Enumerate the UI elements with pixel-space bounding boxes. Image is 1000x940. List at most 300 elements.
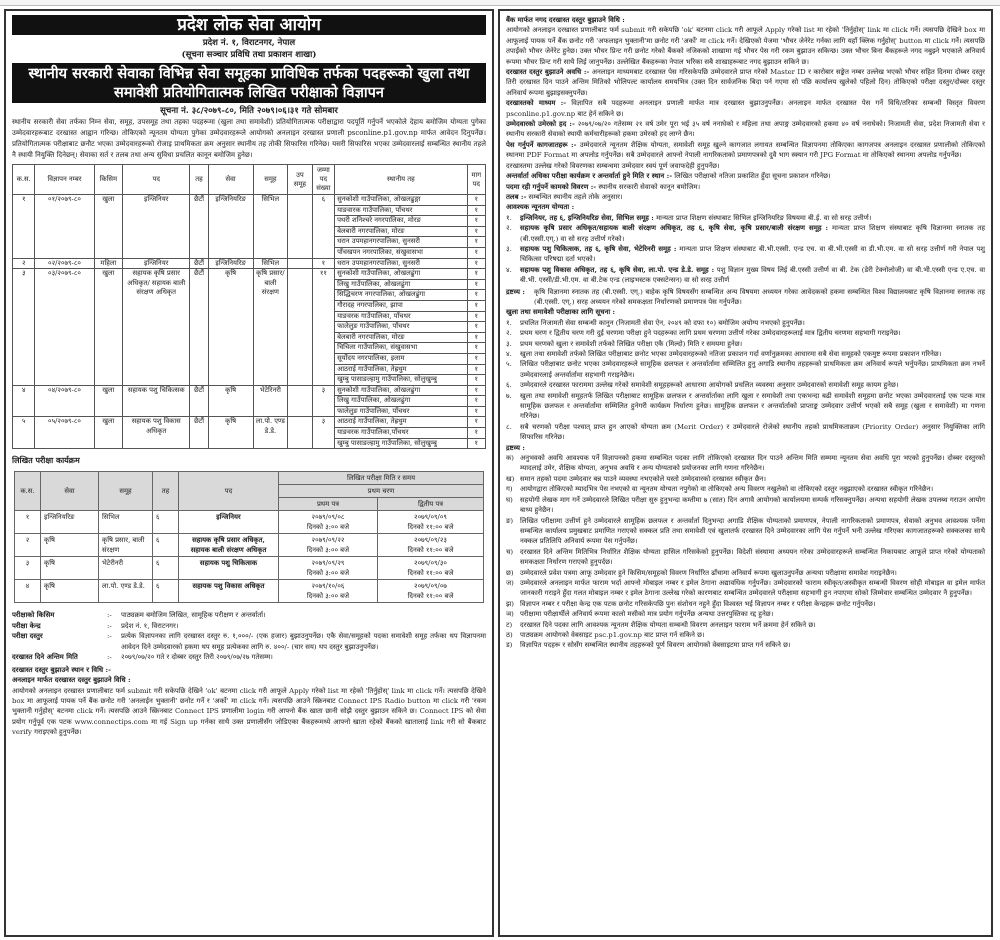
exam-info-key: परीक्षा केन्द्र [12, 621, 41, 630]
schedule-p1-time: दिनको ३:०० बजे [306, 546, 350, 555]
age-limit [506, 119, 985, 140]
exam-info-value: प्रदेश नं. १, विराटनगर। [121, 621, 179, 630]
demand-post-cell: १ [467, 385, 485, 396]
salary-label: तलब :- [506, 192, 527, 201]
local-level-cell: याङवरक गाउँपालिका, पाँचथर [335, 311, 468, 322]
vacancy-row [13, 269, 486, 280]
note-text: अनुभवको अवधि आवश्यक पर्ने विज्ञापनको हकमा सम्बन्धित पदका लागि तोकिएको दरखास्त दिन पाउने अन्तिम मिति सम्ममा न्यूनतम सेवा अवधि पूरा भएको हुनुपर्नेछ। दोब्बर दस्तुरको म्यादलाई उमेर, शैक्षिक योग्यता, अनुभव अवधि र अन्य योग्यताको प्रयोजनका लागि गणना गरिनेछैन। [520, 454, 985, 473]
open-inclusive-list [506, 318, 985, 443]
schedule-row [15, 580, 484, 603]
local-level-cell: सूर्योदय नगरपालिका, इलाम [335, 353, 468, 364]
note-item [506, 484, 985, 494]
schedule-p2-cell [377, 534, 483, 557]
advert-title-line1: स्थानीय सरकारी सेवाका विभिन्न सेवा समूहका प्राविधिक तर्फका पदहरूको खुला तथा [28, 65, 470, 82]
schedule-sn: २ [15, 534, 41, 557]
demand-post-cell: १ [467, 417, 485, 428]
age-text: २०७९/०७/२० गतेसम्म २१ वर्ष उमेर पूरा भई ३५ वर्ष ननाघेको र महिला तथा अपाङ्ग उम्मेदवारको हकमा ४० वर्ष ननाघेको। निजामती सेवा, प्रदेश निजामती सेवा र स्थानीय सरकारी सेवाको स्थायी कर्मचारीहरूको हकमा उमेरको हद लाग्ने छैन। [506, 120, 985, 139]
note-item [506, 620, 985, 630]
docs-text: उम्मेदवारले न्यूनतम शैक्षिक योग्यता, समावेशी समूह खुल्ने कागजात लगायत सम्बन्धित विज्ञापनमा तोकिएका कागजपत्र अनलाइन दरखास्त प्रणालीको तोकिएको स्थानमा PDF Format मा अपलोड गर्नुपर्नेछ। सबै उम्मेदवारले आफ्नो नेपाली नागरिकताको प्रमाणपत्रको दुवै भाग स्क्यान गरी JPG Format मा तोकिएको स्थानमा अपलोड गर्नुपर्नेछ। [506, 140, 985, 160]
note-letter: च) [506, 547, 514, 556]
interview-text: लिखित परीक्षाको नतिजा प्रकाशित हुँदा सूचना प्रकाशन गरिनेछ। [674, 172, 831, 181]
note-letter: घ) [506, 495, 513, 504]
open-inclusive-heading: खुला तथा समावेशी परीक्षाका लागि सूचना : [506, 308, 616, 317]
local-level-cell: पाँचखपन नगरपालिका, संखुवासभा [335, 247, 468, 258]
note-item [506, 599, 985, 609]
schedule-group: भेटेरीनरी [99, 557, 153, 580]
local-level-cell: याङवारक गाउँपालिका, पाँचथर [335, 205, 468, 216]
vacancy-header-cell: समूह [253, 165, 288, 195]
qualification-post: सहायक कृषि प्रसार अधिकृत/सहायक बाली संरक्षण अधिकृत, तह ६, कृषि सेवा, कृषि प्रसार/बाली संरक्षण समूह : [520, 224, 829, 233]
vacancy-header-cell: सेवा [208, 165, 253, 195]
schedule-p2-cell [377, 511, 483, 534]
online-fee-text: आयोगको अनलाइन दरखास्त प्रणालीबाट फर्म submit गरी सकेपछि देखिने 'ok' बटनमा click गरी आफूले Apply गरेको list मा रहेको 'तिर्नुहोस्' link मा click गर्ने। त्यसपछि देखिने box मा आफूलाई पायक पर्ने बैंक छनोट गरी 'अनलाईन भुक्तानी' छनोट गर्ने र 'अर्को' मा click गर्ने। त्यसपछि आउने स्क्रिनबाट Connect IPS Radio button मा click गरी 'रकम भुक्तानी गर्नुहोस्' बटनमा click गर्ने। त्यसपछि आउने स्क्रिनबाट Connect IPS प्रणालीमा login गरी आफ्नो बैंक खाता छानी सोझै दस्तुर बुझाउन सकिने छ। Connect IPS को सेवा प्रयोग गर्नुपूर्व एक पटक www.connectips.com मा गई Sign up गर्नका साथै उक्त प्रणालीसँग जोडिएका बैंकहरूमध्ये आफ्नो खाता रहेको बैंकको खातालाई link गरी सो बैंकबाट verify गराइएको हुनुपर्नेछ। [12, 686, 486, 737]
advert-title [12, 63, 486, 103]
vacancy-cell-service: कृषि [208, 269, 253, 386]
schedule-row [15, 534, 484, 557]
schedule-level: ६ [153, 580, 179, 603]
qualification-post: इन्जिनियर, तह ६, इन्जिनियरिङ सेवा, सिभिल समूह : [520, 213, 654, 222]
note-letter: छ) [506, 568, 514, 577]
schedule-post: सहायक कृषि प्रसार अधिकृत, सहायक बाली संरक्षण अधिकृत [179, 534, 279, 557]
vacancy-header-cell: माग पद [467, 165, 485, 195]
required-documents [506, 140, 985, 161]
schedule-p1-cell [279, 511, 378, 534]
medium-text: विज्ञापित सबै पदहरूमा अनलाइन प्रणाली मार्फत मात्र दरखास्त बुझाउनुपर्नेछ। अनलाइन मार्फत दरखास्त पेस गर्ने विधि/तरिका सम्बन्धी विस्तृत विवरण psconline.p1.gov.np बाट हेर्न सकिने छ। [506, 99, 985, 118]
schedule-p2-cell [377, 580, 483, 603]
fee-deadline [506, 67, 985, 98]
advert-title-line2: समावेशी प्रतियोगितात्मक लिखित परीक्षाको विज्ञापन [114, 84, 384, 101]
exam-info-list [6, 610, 492, 663]
interview-info [506, 171, 985, 181]
vacancy-cell-type: महिला [94, 258, 123, 269]
note-item [506, 568, 985, 578]
qualification-post: सहायक पशु विकास अधिकृत, तह ६, कृषि सेवा, ला.पो. एन्ड डे.डे. समूह : [520, 265, 715, 274]
vacancy-cell-post: इन्जिनियर [123, 195, 190, 259]
col-service: सेवा [41, 472, 99, 511]
org-branch: (सूचना सञ्चार प्रविधि तथा प्रकाशन शाखा) [181, 50, 317, 60]
col-date-time: लिखित परीक्षा मिति र समय [279, 472, 484, 485]
open-item-text: खुला तथा समावेशी समूहतर्फ लिखित परीक्षाबाट सामूहिक छलफल र अन्तर्वार्ताका लागि खुला र समावेशी तथा एकभन्दा बढी समावेशी समूहमा छनोट भएका उम्मेदवारलाई एक पटक मात्र सामूहिक छलफल र अन्तर्वार्तामा सम्मिलित हुनेगरी कार्यक्रम निर्धारण हुनेछ। सामूहिक छलफल र अन्तर्वार्ताको प्राप्ताङ्क उम्मेदवार उत्तीर्ण भएको सबै समूह (खुला र समावेशी) मा गणना गरिनेछ। [520, 391, 985, 421]
schedule-p2-date: २०७९/०९/०७ [414, 582, 447, 591]
schedule-service: कृषि [41, 557, 99, 580]
vacancy-cell-level: छैटौं [190, 269, 208, 386]
note-text: परीक्षामा परीक्षार्थीले अनिवार्य रूपमा कालो मसीको मात्र प्रयोग गर्नुपर्नेछ अन्यथा उत्तरपुस्तिका रद्द हुनेछ। [520, 610, 774, 619]
qualification-text: पशु विज्ञान मुख्य विषय लिई बी.एस्सी उत्तीर्ण वा बी. टेक (डेरी टेक्नोलोजी) वा बी.भी.एस्सी एन्ड ए.एच. वा बी.भी. एस्सी/डी.भी.एम. वा बी.टेक एन्ड (लाइभस्टक एक्सटेन्सन) वा सो सरह उत्तीर्ण [520, 265, 985, 285]
vacancy-cell-level: छैटौं [190, 385, 208, 417]
exam-info-sep: :- [107, 632, 112, 641]
schedule-p1-date: २०७९/०९/२९ [311, 559, 345, 568]
schedule-level: ६ [153, 511, 179, 534]
open-inclusive-item [506, 339, 985, 349]
vacancy-cell-group: कृषि प्रसार/ बाली संरक्षण [253, 269, 288, 386]
schedule-p1-time: दिनको ३:०० बजे [306, 569, 350, 578]
note-letter: ङ) [506, 516, 514, 525]
org-title: प्रदेश लोक सेवा आयोग [12, 15, 486, 35]
vacancy-cell-total: ६ [312, 195, 334, 259]
local-level-cell: सुनकोशी गाउँपालिका, ओखलढुंगा [335, 269, 468, 280]
vacancy-header-cell: जम्मा पद संख्या [312, 165, 334, 195]
note2-label: द्रष्टव्य : [506, 443, 525, 452]
qualification-list [506, 213, 985, 286]
open-item-text: सबै चरणको परीक्षा पश्चात् प्राप्त हुन आएको योग्यता क्रम (Merit Order) र उम्मेदवारले रोजेको स्थानीय तहको प्राथमिकताक्रम (Priority Order) अनुसार नियुक्तिका लागि सिफारिस गरिनेछ। [520, 422, 985, 442]
qualification-number: ४. [506, 265, 512, 274]
open-item-number: ८. [506, 422, 512, 431]
schedule-p1-date: २०७९/०९/२२ [311, 536, 345, 545]
duty-label: पदमा रही गर्नुपर्ने कामको विवरण :- [506, 182, 597, 191]
vacancy-cell-adv-no: ०२/२०७९-८० [35, 258, 94, 269]
schedule-row [15, 557, 484, 580]
open-item-text: प्रचलित निजामती सेवा सम्बन्धी कानुन (निजामती सेवा ऐन, २०४९ को दफा १०) बमोजिम अयोग्य नभएको हुनुपर्नेछ। [520, 318, 805, 327]
vacancy-row [13, 258, 486, 269]
exam-info-row [6, 621, 492, 632]
vacancy-header-cell: पद [123, 165, 190, 195]
vacancy-row [13, 417, 486, 428]
vacancy-row [13, 385, 486, 396]
col-paper1: प्रथम पत्र [279, 498, 378, 511]
note-letter: ग) [506, 485, 513, 494]
vacancy-cell-post: सहायक कृषि प्रसार अधिकृत/ सहायक बाली संरक्षण अधिकृत [123, 269, 190, 386]
application-medium [506, 98, 985, 119]
demand-post-cell: १ [467, 322, 485, 333]
demand-post-cell: १ [467, 226, 485, 237]
note-letter: ठ) [506, 630, 513, 639]
schedule-p2-date: २०७९/०९/२३ [414, 536, 447, 545]
note-item [506, 495, 985, 516]
note-text: आयोगद्वारा तोकिएको म्यादभित्र पेस नभएको वा न्यूनतम योग्यता नपुगेको वा तोकिएको अन्य विवरण नखुलेको वा तोकिएको दस्तुर नबुझाएको दरखास्त स्वीकृत गरिनेछैन। [520, 485, 934, 494]
vacancy-cell-adv-no: ०५/२०७९-८० [35, 417, 94, 449]
open-item-number: ७. [506, 391, 512, 400]
schedule-p1-time: दिनको ३:०० बजे [306, 523, 350, 532]
demand-post-cell: १ [467, 290, 485, 301]
vacancy-cell-total: ११ [312, 269, 334, 386]
note-item [506, 474, 985, 484]
vacancy-cell-service: इन्जिनियरिङ [208, 258, 253, 269]
fee-deadline-label: दरखास्त दस्तुर बुझाउने अवधि :- [506, 68, 590, 77]
qualification-number: १. [506, 213, 512, 222]
demand-post-cell: १ [467, 438, 485, 449]
vacancy-cell-level: छैटौं [190, 195, 208, 259]
local-level-cell: धरान उपमहानगरपालिका, सुनसरी [335, 237, 468, 248]
vacancy-cell-total: ३ [312, 385, 334, 417]
qualification-heading: आवश्यक न्यूनतम योग्यता : [506, 203, 575, 212]
vacancy-cell-service: इन्जिनियरिङ [208, 195, 253, 259]
vacancy-cell-type: खुला [94, 195, 123, 259]
note-text: दरखास्त दिने अन्तिम मितिभित्र निर्धारित शैक्षिक योग्यता हासिल गरिसकेको हुनुपर्नेछ। विदेशी संस्थामा अध्ययन गरेका उम्मेदवारहरूले सम्बन्धित निकायबाट आफूले प्राप्त गरेको योग्यताको समकक्षता निर्धारण गराएको हुनुपर्दछ। [520, 547, 985, 567]
notice-number: सूचना नं. ३८/२०७९-८०, मिति २०७९।०६।३१ गते सोमबार [160, 106, 338, 116]
schedule-p2-time: दिनको ११:०० बजे [407, 592, 454, 601]
note-text: लिखित परीक्षामा उत्तीर्ण हुने उम्मेदवारले सामूहिक छलफल र अन्तर्वार्ता दिनुभन्दा अगाडि शैक्षिक योग्यताको प्रमाणपत्र, नेपाली नागरिकताको प्रमाणपत्र, सेवाको अनुभव आवश्यक पर्नेमा सम्बन्धित कार्यालय प्रमुखबाट प्रमाणित गराएको सक्कल प्रति तथा समावेशी एवं खुलातर्फ दरखास्त दिने उम्मेदवारका लागि पेस गर्नुपर्ने भनी उल्लेख गरिएका कागजातहरूको सक्कलका साथै नक्कल प्रतिलिपि अनिवार्य रूपमा पेस गर्नुपर्नेछ। [520, 516, 985, 546]
intro-paragraph: स्थानीय सरकारी सेवा तर्फका निम्न सेवा, समूह, उपसमूह तथा तहका पदहरूमा (खुला तथा समावेशी) प्रतियोगितात्मक परीक्षाद्वारा पदपूर्ति गर्नुपर्ने भएकोले देहाय बमोजिम योग्यता पुगेका उम्मेदवारहरूबाट दरखास्त आह्वान गरिन्छ। तोकिएको न्यूनतम योग्यता पुगेका उम्मेदवारहरूले आयोगको अनलाइन दरखास्त प्रणाली psconline.p1.gov.np मार्फत आवेदन दिनुपर्नेछ। प्रतियोगितात्मक परीक्षाबाट छनौट भएका उम्मेदवारहरूको रोजाइ प्राथमिकता क्रम अनुसार स्थानीय तह तोकी सिफारिस गरिनेछ। यसरी सिफारिस भएका उम्मेदवारलाई सम्बन्धित स्थानीय तहले नै स्थायी नियुक्ति दिनेछन्। सेवाका सर्त र तलब तथा अन्य सुविधा प्रचलित कानून बमोजिम हुनेछ। [12, 118, 486, 159]
demand-post-cell: १ [467, 300, 485, 311]
note-text: सहयोगी लेखक माग गर्ने उम्मेदवारले लिखित परीक्षा सुरु हुनुभन्दा कम्तीमा ७ (सात) दिन अगावै आयोगको कार्यालयमा सम्पर्क गरिसक्नुपर्नेछ। अन्यथा सहयोगी लेखक उपलब्ध गराउन आयोग बाध्य हुनेछैन। [520, 495, 985, 515]
exam-info-key: दरखास्त दिने अन्तिम मिति [12, 653, 78, 662]
local-level-cell: धरान उपमहानगरपालिका, सुनसरी [335, 258, 468, 269]
demand-post-cell: १ [467, 195, 485, 206]
local-level-cell: आठराई गाउँपालिका, तेह्रथुम [335, 417, 468, 428]
col-phase: प्रथम चरण [279, 485, 484, 498]
qualification-post: सहायक पशु चिकित्सक, तह ६, कृषि सेवा, भेटेरिनरी समूह : [520, 244, 677, 253]
vacancy-cell-subgroup [288, 258, 312, 269]
qualification-item [506, 213, 985, 223]
vacancy-cell-total: ३ [312, 417, 334, 449]
vacancy-cell-subgroup [288, 385, 312, 417]
exam-info-sep: :- [107, 653, 112, 662]
exam-info-key: परीक्षा दस्तुर [12, 632, 43, 641]
responsibility-text: दरखास्तमा उल्लेख गरेको विवरणका सम्बन्धमा उम्मेदवार स्वयं पूर्ण जवाफदेही हुनुपर्नेछ। [506, 161, 720, 170]
open-item-text: खुला तथा समावेशी तर्फको लिखित परीक्षाबाट छनोट भएका उम्मेदवारहरूको नतिजा प्रकाशन गर्दा वर्णानुक्रमका आधारमा सबै सेवा समूहको एकमुष्ट रूपमा प्रकाशन गरिनेछ। [520, 350, 942, 358]
demand-post-cell: १ [467, 205, 485, 216]
note1 [506, 287, 985, 308]
org-address: प्रदेश नं. १, विराटनगर, नेपाल [202, 38, 296, 48]
exam-info-value: २०७९/०७/२० गते र दोब्बर दस्तुर तिरी २०७९/०७/२७ गतेसम्म। [121, 653, 273, 662]
demand-post-cell: १ [467, 428, 485, 439]
local-level-cell: सुनकोशी गाउँपालिका, ओखलढुंगा [335, 385, 468, 396]
schedule-p1-date: २०७९/०९/०८ [311, 513, 345, 522]
schedule-level: ६ [153, 534, 179, 557]
left-column [4, 9, 494, 937]
local-level-cell: लिखु गाउँपालिका, ओखलढुंगा [335, 279, 468, 290]
vacancy-cell-sn: २ [13, 258, 35, 269]
open-item-number: १. [506, 318, 512, 327]
exam-info-sep: :- [107, 621, 112, 630]
local-level-cell: खुम्बु पासाङल्हामु गाउँपालिका, सोलुखुम्बु [335, 375, 468, 386]
duty-info [506, 182, 985, 192]
vacancy-cell-level: छैटौं [190, 258, 208, 269]
schedule-p2-time: दिनको ११:०० बजे [407, 523, 454, 532]
docs-label: पेस गर्नुपर्ने कागजातहरू :- [506, 140, 577, 149]
local-level-cell: सुनकोशी गाउँपालिका, ओखलढुङ्गा [335, 195, 468, 206]
bank-fee-heading: बैंक मार्फत नगद दरखास्त दस्तुर बुझाउने विधि : [506, 16, 625, 24]
interview-label: अन्तर्वार्ता अधिका परीक्षा कार्यक्रम र अन्तर्वार्ता हुने मिति र स्थान :- [506, 172, 673, 181]
note-text: विज्ञापित पदहरू र सोसँग सम्बन्धित स्थानीय तहहरूको पूर्ण विवरण आयोगको वेबसाइटमा प्राप्त गर्न सकिने छ। [520, 641, 791, 650]
local-level-cell: पथरी शनिश्चरे नगरपालिका, मोरङ [335, 216, 468, 227]
vacancy-table [12, 164, 486, 449]
vacancy-cell-level: छैटौं [190, 417, 208, 449]
local-level-cell: बेलबारी नगरपालिका, मोरङ [335, 226, 468, 237]
col-sn: क.स. [15, 472, 41, 511]
schedule-p1-time: दिनको ३:०० बजे [306, 592, 350, 601]
note-letter: ट) [506, 620, 513, 629]
schedule-service: कृषि [41, 534, 99, 557]
open-inclusive-item [506, 422, 985, 443]
schedule-group: ला.पो. एण्ड डे.डे. [99, 580, 153, 603]
demand-post-cell: १ [467, 343, 485, 354]
open-item-number: ४. [506, 350, 512, 358]
age-label: उम्मेदवारको उमेरको हद :- [506, 120, 575, 129]
schedule-p2-date: २०७९/०९/०९ [414, 513, 447, 522]
vacancy-cell-type: खुला [94, 385, 123, 417]
vacancy-header-cell: स्थानीय तह [335, 165, 468, 195]
qualification-body [520, 244, 985, 265]
vacancy-cell-group: भेटेरिनरी [253, 385, 288, 417]
qualification-number: २. [506, 224, 512, 233]
demand-post-cell: १ [467, 216, 485, 227]
schedule-group: सिभिल [99, 511, 153, 534]
col-paper2: द्वितीय पत्र [377, 498, 483, 511]
vacancy-cell-service: कृषि [208, 385, 253, 417]
vacancy-cell-total: १ [312, 258, 334, 269]
col-post: पद [179, 472, 279, 511]
open-inclusive-item [506, 380, 985, 390]
local-level-cell: चिचिला गाउँपालिका, संखुवासभा [335, 343, 468, 354]
local-level-cell: खुम्बु पासाङल्हामु गाउँपालिका, सोलुखुम्बु [335, 438, 468, 449]
qualification-item [506, 223, 985, 244]
local-level-cell: फालेलुङ गाउँपालिका, पाँचथर [335, 406, 468, 417]
note-letter: ड) [506, 641, 513, 650]
note-letter: क) [506, 454, 514, 463]
schedule-post: सहायक पशु चिकित्सक [179, 557, 279, 580]
vacancy-row [13, 195, 486, 206]
note-letter: ख) [506, 474, 515, 483]
exam-info-value: पाठ्यक्रम बमोजिम लिखित, सामूहिक परीक्षण र अन्तर्वार्ता। [121, 611, 266, 620]
exam-info-value: प्रत्येक विज्ञापनका लागि दरखास्त दस्तुर रु. १,०००/- (एक हजार) बुझाउनुपर्नेछ। एकै सेवा/समूहको पदका समावेशी समूह तर्फका थप विज्ञापनमा आवेदन दिने उम्मेदवारको हकमा थप समूह प्रत्येकका लागि रु. ४००/- (चार सय) थप दस्तुर बुझाउनुपर्नेछ। [121, 632, 486, 651]
vacancy-cell-sn: ५ [13, 417, 35, 449]
exam-info-row [6, 610, 492, 621]
exam-schedule-title: लिखित परीक्षा कार्यक्रम [12, 455, 80, 466]
note1-label: द्रष्टव्य : [506, 287, 525, 296]
qualification-text: मान्यता प्राप्त शिक्षण संस्थाबाट कृषि विज्ञानमा स्नातक तह (बी.एस्सी.एग्.) वा सो सरह उत्तीर्ण गरेको। [520, 224, 985, 243]
note-text: समान तहको पदमा उम्मेदवार बन्न पाउने व्यवस्था नभएकोले यस्तो उम्मेदवारको दरखास्त स्वीकृत छैन। [520, 474, 766, 483]
open-item-number: २. [506, 329, 512, 338]
note-item [506, 547, 985, 568]
demand-post-cell: १ [467, 375, 485, 386]
top-strip [0, 0, 1000, 6]
vacancy-cell-sn: १ [13, 195, 35, 259]
col-group: समूह [99, 472, 153, 511]
vacancy-header-cell: क.स. [13, 165, 35, 195]
note-text: विज्ञापन नम्बर र परीक्षा केन्द्र एक पटक छनोट गरिसकेपछि पुनः संशोधन नहुने हुँदा विश्वस्त भई विज्ञापन नम्बर र परीक्षा केन्द्रहरू छनोट गर्नुपर्नेछ। [520, 599, 876, 608]
demand-post-cell: १ [467, 258, 485, 269]
vacancy-cell-subgroup [288, 269, 312, 386]
vacancy-cell-group: सिभिल [253, 258, 288, 269]
schedule-service: इन्जिनियरिङ [41, 511, 99, 534]
exam-info-key: परीक्षाको किसिम [12, 611, 55, 620]
open-item-number: ५. [506, 360, 512, 369]
demand-post-cell: १ [467, 311, 485, 322]
schedule-sn: १ [15, 511, 41, 534]
note-item [506, 609, 985, 619]
vacancy-cell-service: कृषि [208, 417, 253, 449]
schedule-p2-time: दिनको ११:०० बजे [407, 569, 454, 578]
note-item [506, 453, 985, 474]
qualification-body [520, 265, 985, 286]
vacancy-header-cell: तह [190, 165, 208, 195]
schedule-service: कृषि [41, 580, 99, 603]
online-fee-heading: अनलाइन मार्फत दरखास्त दस्तुर बुझाउने विधि : [12, 676, 131, 685]
salary-info [506, 192, 985, 202]
qualification-text: मान्यता प्राप्त शिक्षण संस्थाबाट बी.भी.एस्सी. एन्ड एच. वा बी.भी.एस्सी वा डी.भी.एम. वा सो सरह उत्तीर्ण गरी नेपाल पशु चिकित्सा परिषद्मा दर्ता भएको। [520, 244, 985, 264]
demand-post-cell: १ [467, 332, 485, 343]
qualification-body [520, 213, 985, 223]
local-level-cell: याङवरक गाउँपालिका,पाँचथर [335, 428, 468, 439]
note-letter: झ) [506, 599, 514, 608]
demand-post-cell: १ [467, 396, 485, 407]
open-inclusive-item [506, 328, 985, 338]
open-inclusive-item [506, 349, 985, 359]
medium-label: दरखास्तको माध्यम :- [506, 99, 567, 108]
schedule-sn: ३ [15, 557, 41, 580]
vacancy-cell-group: ला.पो. एण्ड डे.डे. [253, 417, 288, 449]
schedule-p1-date: २०७९/१०/०६ [311, 582, 345, 591]
vacancy-cell-sn: ४ [13, 385, 35, 417]
exam-info-row [6, 652, 492, 663]
local-level-cell: बेलबारी नगरपालिका, मोरङ [335, 332, 468, 343]
demand-post-cell: १ [467, 406, 485, 417]
schedule-p2-time: दिनको ११:०० बजे [407, 546, 454, 555]
demand-post-cell: १ [467, 353, 485, 364]
note-item [506, 630, 985, 640]
schedule-p2-cell [377, 557, 483, 580]
vacancy-cell-adv-no: ०३/२०७९-८० [35, 269, 94, 386]
local-level-cell: गौरादह नगरपालिका, झापा [335, 300, 468, 311]
qualification-body [520, 223, 985, 244]
open-inclusive-item [506, 359, 985, 380]
open-inclusive-item [506, 318, 985, 328]
fee-deadline-text: अनलाइन माध्यमबाट दरखास्त पेस गरिसकेपछि उम्मेदवारले प्राप्त गरेको Master ID र कारोबार सङ्केत नम्बर उल्लेख भएको भौचर सहित दिनमा दोब्बर दस्तुर तिरी दरखास्त दिन पाउने अन्तिम मितिको भोलिपल्ट कार्यालय समयभित्र (उक्त दिन सार्वजनिक बिदा पर्न गएमा सो पछि कार्यालय खुलेको पहिलो दिन) तोकिएको परीक्षा दस्तुर/दोब्बर दस्तुर अनिवार्य रूपमा बुझाइसक्नुपर्नेछ। [506, 68, 985, 97]
local-level-cell: फालेलुङ गाउँपालिका, पाँचथर [335, 322, 468, 333]
schedule-p1-cell [279, 534, 378, 557]
note-item [506, 516, 985, 547]
note1-text: कृषि विज्ञानमा स्नातक तह (बी.एस्सी. एग्.) बाहेक कृषि विषयसँग सम्बन्धित अन्य विषयमा अध्ययन गरेका आवेदकको हकमा सम्बन्धित विश्व विद्यालयबाट कृषि विज्ञानमा स्नातक तह (बी.एस्सी. एग्.) सरह अध्ययन गरेको समकक्षता निर्धारणको प्रमाणपत्र पेस गर्नुपर्नेछ। [534, 287, 985, 306]
note-text: उम्मेदवारले प्रवेश पत्रमा आफू उम्मेदवार हुने किसिम/समूहको विवरण निर्धारित ढाँचामा अनिवार्य रूपमा खुलाउनुपर्नेछ अन्यथा परीक्षामा समावेश गराइनेछैन। [520, 568, 897, 577]
demand-post-cell: १ [467, 279, 485, 290]
open-item-text: लिखित परीक्षाबाट छनोट भएका उम्मेदवारहरूले सामूहिक छलफल र अन्तर्वार्तामा सम्मिलित हुनु अगाडि स्थानीय तहहरूको प्राथमिकता क्रम अनिवार्य रूपले भर्नुपर्नेछ। प्राथमिकता क्रम नभर्ने उम्मेदवारलाई अन्तर्वार्तामा सहभागी गराइनेछैन। [520, 360, 985, 379]
note-text: पाठ्यक्रम आयोगको वेबसाइट psc.p1.gov.np बाट प्राप्त गर्न सकिने छ। [520, 630, 705, 639]
qualification-text: मान्यता प्राप्त शिक्षण संस्थाबाट सिभिल इन्जिनियरिङ विषयमा बी.ई. वा सो सरह उत्तीर्ण। [656, 213, 872, 222]
right-column [498, 9, 993, 937]
vacancy-cell-type: खुला [94, 417, 123, 449]
open-item-text: प्रथम चरण र द्वितीय चरण गरी दुई चरणमा परीक्षा हुने पदहरूका लागि प्रथम चरणमा उत्तीर्ण गरेका उम्मेदवारहरूलाई मात्र द्वितीय चरणमा सहभागी गराइनेछ। [520, 329, 901, 338]
vacancy-cell-subgroup [288, 417, 312, 449]
schedule-row [15, 511, 484, 534]
vacancy-cell-adv-no: ०१/२०७९-८० [35, 195, 94, 259]
open-item-number: ६. [506, 381, 512, 390]
col-level: तह [153, 472, 179, 511]
schedule-p1-cell [279, 557, 378, 580]
schedule-level: ६ [153, 557, 179, 580]
local-level-cell: लिखु गाउँपालिका, ओखलढुंगा [335, 396, 468, 407]
schedule-post: सहायक पशु विकास अधिकृत [179, 580, 279, 603]
vacancy-cell-group: सिभिल [253, 195, 288, 259]
vacancy-cell-subgroup [288, 195, 312, 259]
exam-info-row [6, 631, 492, 652]
local-level-cell: सिद्धिचरण नगरपालिका, ओखलढुंगा [335, 290, 468, 301]
qualification-item [506, 265, 985, 286]
note-text: उम्मेदवारले अनलाइन मार्फत फाराम भर्दा आफ्नो मोबाइल नम्बर र इमेल ठेगाना अद्यावधिक गर्नुपर्नेछ। उम्मेदवारको फाराम स्वीकृत/अस्वीकृत सम्बन्धी विवरण सोही मोबाइल वा इमेल मार्फत जानकारी गराइने हुँदा गलत मोबाइल नम्बर र इमेल ठेगाना उल्लेख गरेको कारणबाट सम्बन्धित उम्मेदवारले परीक्षामा सहभागी हुन नपाएमा सोको जिम्मेवार सम्बन्धित उम्मेदवार नै हुनुपर्नेछ। [520, 578, 985, 598]
open-item-number: ३. [506, 339, 512, 348]
exam-schedule-table [14, 471, 484, 603]
note-letter: ज) [506, 578, 514, 587]
note-text: दरखास्त दिने पदका लागि आवश्यक न्यूनतम शैक्षिक योग्यता सम्बन्धी विवरण अनलाइन फाराम भर्ने क्रममा हेर्न सकिने छ। [520, 620, 816, 629]
vacancy-header-cell: विज्ञापन नम्बर [35, 165, 94, 195]
demand-post-cell: १ [467, 237, 485, 248]
exam-info-sep: :- [107, 611, 112, 620]
schedule-p2-date: २०७९/०९/३० [414, 559, 447, 568]
demand-post-cell: १ [467, 364, 485, 375]
schedule-p1-cell [279, 580, 378, 603]
vacancy-cell-post: सहायक पशु विकास अधिकृत [123, 417, 190, 449]
duty-text: स्थानीय सरकारी सेवाको कानून बमोजिम। [598, 182, 701, 191]
qualification-item [506, 244, 985, 265]
notes-list [506, 453, 985, 651]
vacancy-cell-post: सहायक पशु चिकित्सक [123, 385, 190, 417]
vacancy-cell-type: खुला [94, 269, 123, 386]
open-item-text: उम्मेदवारले दरखास्त फाराममा उल्लेख गरेको समावेशी समूहहरूको आधारमा आयोगको प्रचलित व्यवस्था अनुसार उम्मेदवारको समावेशी समूह कायम हुनेछ। [520, 381, 899, 390]
fee-method-heading: दरखास्त दस्तुर बुझाउने स्थान र विधि :- [12, 665, 111, 674]
vacancy-header-cell: उप समूह [288, 165, 312, 195]
open-inclusive-item [506, 391, 985, 422]
vacancy-header-cell: किसिम [94, 165, 123, 195]
